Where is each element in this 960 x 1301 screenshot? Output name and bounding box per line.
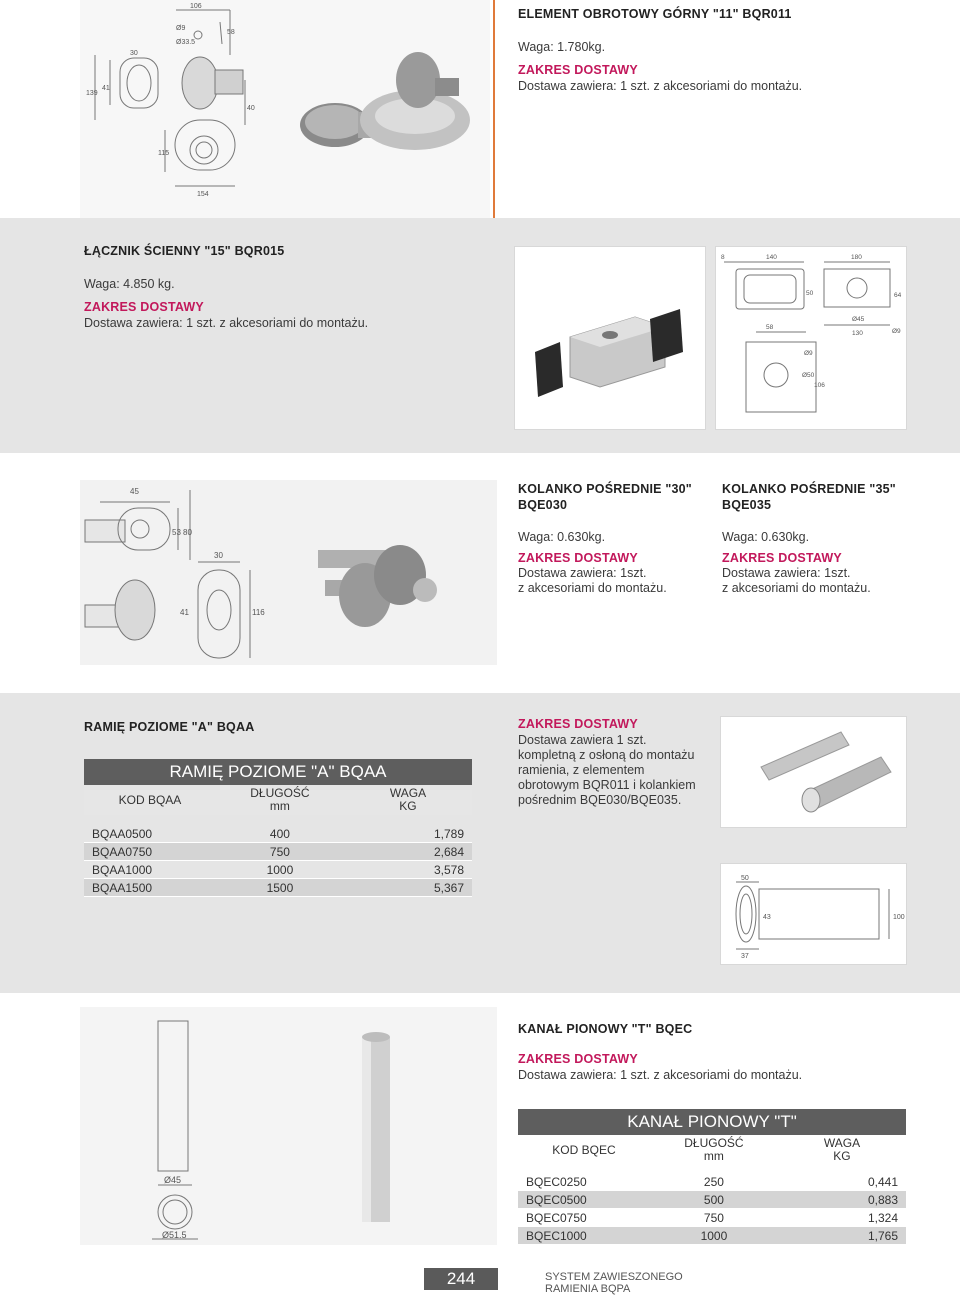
scope-text: Dostawa zawiera: 1 szt. z akcesoriami do montażu. xyxy=(518,79,803,93)
col-unit: mm xyxy=(269,799,290,813)
col-header-code: KOD BQEC xyxy=(518,1135,650,1165)
dim-label: Ø45 xyxy=(164,1175,182,1185)
dim-label: 41 xyxy=(180,608,189,617)
scope-text: Dostawa zawiera: 1szt. xyxy=(518,566,647,580)
col-label: DŁUGOŚĆ xyxy=(684,1136,744,1150)
dim-label: 50 xyxy=(741,875,749,882)
weight-text: Waga: 0.630kg. xyxy=(518,530,606,544)
render-bqr015 xyxy=(515,247,705,429)
dim-label: Ø50 xyxy=(802,372,815,379)
cell-weight: 5,367 xyxy=(344,879,472,897)
cell-weight: 2,684 xyxy=(344,843,472,861)
dim-label: 41 xyxy=(102,85,110,92)
render-kolanko xyxy=(318,545,437,627)
footer-line: SYSTEM ZAWIESZONEGO xyxy=(545,1271,683,1283)
dim-label: 116 xyxy=(252,608,265,617)
drawing-box-bqaa xyxy=(720,863,907,965)
scope-heading: ZAKRES DOSTAWY xyxy=(518,63,638,77)
scope-heading: ZAKRES DOSTAWY xyxy=(518,1052,638,1066)
scope-text: z akcesoriami do montażu. xyxy=(722,581,871,595)
cell-length: 250 xyxy=(650,1173,778,1191)
col-unit: KG xyxy=(399,799,417,813)
dim-label: Ø33.5 xyxy=(176,39,196,46)
scope-line: Dostawa zawiera 1 szt. xyxy=(518,733,647,747)
dim-label: 58 xyxy=(766,324,774,331)
section-code: BQE035 xyxy=(722,498,772,512)
technical-drawing-bqec xyxy=(80,1007,497,1245)
section-kolanko xyxy=(0,453,960,693)
cell-code: BQEC1000 xyxy=(518,1227,650,1245)
cell-length: 400 xyxy=(216,825,344,843)
cell-length: 1500 xyxy=(216,879,344,897)
dim-label: 80 xyxy=(183,528,192,537)
table-row xyxy=(518,1209,906,1227)
cell-length: 750 xyxy=(216,843,344,861)
render-bqr011 xyxy=(300,52,470,150)
render-box-bqr015 xyxy=(514,246,706,430)
technical-drawing-bqr011 xyxy=(80,0,490,218)
technical-drawing-kolanko xyxy=(80,480,497,665)
col-unit: KG xyxy=(833,1149,851,1163)
table-row xyxy=(518,1173,906,1191)
scope-line: kompletną z osłoną do montażu xyxy=(518,748,695,762)
col-label: DŁUGOŚĆ xyxy=(250,786,310,800)
cell-code: BQAA0500 xyxy=(84,825,216,843)
scope-heading: ZAKRES DOSTAWY xyxy=(722,551,842,565)
dim-label: Ø9 xyxy=(892,328,901,335)
cell-code: BQEC0500 xyxy=(518,1191,650,1209)
section-title: KOLANKO POŚREDNIE "30" xyxy=(518,482,692,496)
cell-length: 1000 xyxy=(650,1227,778,1245)
table-row xyxy=(84,879,472,897)
cell-weight: 1,789 xyxy=(344,825,472,843)
scope-heading: ZAKRES DOSTAWY xyxy=(518,551,638,565)
weight-text: Waga: 1.780kg. xyxy=(518,40,606,54)
scope-heading: ZAKRES DOSTAWY xyxy=(84,300,204,314)
scope-line: pośrednim BQE030/BQE035. xyxy=(518,793,682,807)
section-title: RAMIĘ POZIOME "A" BQAA xyxy=(84,720,255,734)
dim-label: 8 xyxy=(721,254,725,261)
scope-text: Dostawa zawiera: 1 szt. z akcesoriami do montażu. xyxy=(84,316,369,330)
section-title: ELEMENT OBROTOWY GÓRNY "11" BQR011 xyxy=(518,7,792,21)
section-code: BQE030 xyxy=(518,498,568,512)
table-row xyxy=(84,861,472,879)
dim-label: 40 xyxy=(247,105,255,112)
drawing-box-bqr015 xyxy=(715,246,907,430)
cell-code: BQEC0250 xyxy=(518,1173,650,1191)
dim-label: 130 xyxy=(852,330,863,337)
cell-code: BQEC0750 xyxy=(518,1209,650,1227)
section-ramie-poziome xyxy=(0,693,960,993)
table-spacer xyxy=(518,1165,906,1173)
section-title: ŁĄCZNIK ŚCIENNY "15" BQR015 xyxy=(84,244,285,258)
scope-line: obrotowym BQR011 i kolankiem xyxy=(518,778,696,792)
cell-weight: 0,441 xyxy=(778,1173,906,1191)
col-header-length xyxy=(650,1135,778,1165)
footer-line: RAMIENIA BQPA xyxy=(545,1283,631,1295)
cell-length: 1000 xyxy=(216,861,344,879)
render-bqec xyxy=(362,1032,390,1222)
dim-label: 45 xyxy=(130,487,139,496)
dim-label: 43 xyxy=(763,914,771,921)
section-lacznik-scienny xyxy=(0,218,960,453)
section-title: KANAŁ PIONOWY "T" BQEC xyxy=(518,1022,693,1036)
bqec-table xyxy=(518,1109,906,1245)
section-element-obrotowy xyxy=(0,0,960,218)
dim-label: 30 xyxy=(130,50,138,57)
cell-weight: 1,765 xyxy=(778,1227,906,1245)
dim-label: 139 xyxy=(86,90,98,97)
scope-text: Dostawa zawiera: 1 szt. z akcesoriami do montażu. xyxy=(518,1068,803,1082)
dim-label: 58 xyxy=(227,29,235,36)
dim-label: 50 xyxy=(806,290,814,297)
col-header-length xyxy=(216,785,344,815)
render-bqaa xyxy=(721,717,906,827)
col-label: WAGA xyxy=(823,1136,861,1150)
table-row xyxy=(518,1227,906,1245)
section-title: KOLANKO POŚREDNIE "35" xyxy=(722,482,896,496)
cell-weight: 0,883 xyxy=(778,1191,906,1209)
cell-code: BQAA1500 xyxy=(84,879,216,897)
weight-text: Waga: 0.630kg. xyxy=(722,530,810,544)
dim-label: Ø45 xyxy=(852,316,865,323)
col-header-weight xyxy=(344,785,472,815)
scope-line: ramienia, z elementem xyxy=(518,763,645,777)
col-label: WAGA xyxy=(389,786,427,800)
col-header-code: KOD BQAA xyxy=(84,785,216,815)
col-header-weight xyxy=(778,1135,906,1165)
scope-text: Dostawa zawiera: 1szt. xyxy=(722,566,851,580)
dim-label: 154 xyxy=(197,191,209,198)
footer-title xyxy=(545,1271,683,1295)
dim-label: 64 xyxy=(894,292,902,299)
weight-text: Waga: 4.850 kg. xyxy=(84,277,175,291)
dim-label: 30 xyxy=(214,551,223,560)
table-spacer xyxy=(84,815,472,825)
cell-length: 500 xyxy=(650,1191,778,1209)
section-kanal-pionowy xyxy=(0,993,960,1253)
drawing-box-bqec xyxy=(80,1007,497,1245)
table-header: KANAŁ PIONOWY "T" xyxy=(518,1109,906,1135)
table-row xyxy=(84,843,472,861)
cell-length: 750 xyxy=(650,1209,778,1227)
render-box-bqaa xyxy=(720,716,907,828)
dim-label: 37 xyxy=(741,953,749,960)
dim-label: 106 xyxy=(190,3,202,10)
dim-label: Ø9 xyxy=(804,350,813,357)
technical-drawing-bqr015 xyxy=(716,247,906,429)
page-number: 244 xyxy=(424,1268,498,1290)
cell-code: BQAA0750 xyxy=(84,843,216,861)
technical-drawing-bqaa xyxy=(721,864,906,964)
scope-heading: ZAKRES DOSTAWY xyxy=(518,717,638,731)
table-row xyxy=(84,825,472,843)
dim-label: Ø9 xyxy=(176,25,186,32)
dim-label: 180 xyxy=(851,254,862,261)
cell-weight: 3,578 xyxy=(344,861,472,879)
col-unit: mm xyxy=(703,1149,724,1163)
drawing-box-kolanko xyxy=(80,480,497,665)
dim-label: 100 xyxy=(893,914,905,921)
dim-label: Ø51.5 xyxy=(162,1230,187,1240)
drawing-box-bqr011 xyxy=(80,0,490,218)
dim-label: 53 xyxy=(172,528,181,537)
dim-label: 115 xyxy=(158,150,170,157)
scope-text: z akcesoriami do montażu. xyxy=(518,581,667,595)
cell-code: BQAA1000 xyxy=(84,861,216,879)
dim-label: 140 xyxy=(766,254,777,261)
table-row xyxy=(518,1191,906,1209)
section-divider xyxy=(493,0,495,218)
bqaa-table xyxy=(84,759,472,897)
dim-label: 106 xyxy=(814,382,825,389)
cell-weight: 1,324 xyxy=(778,1209,906,1227)
table-header: RAMIĘ POZIOME "A" BQAA xyxy=(84,759,472,785)
